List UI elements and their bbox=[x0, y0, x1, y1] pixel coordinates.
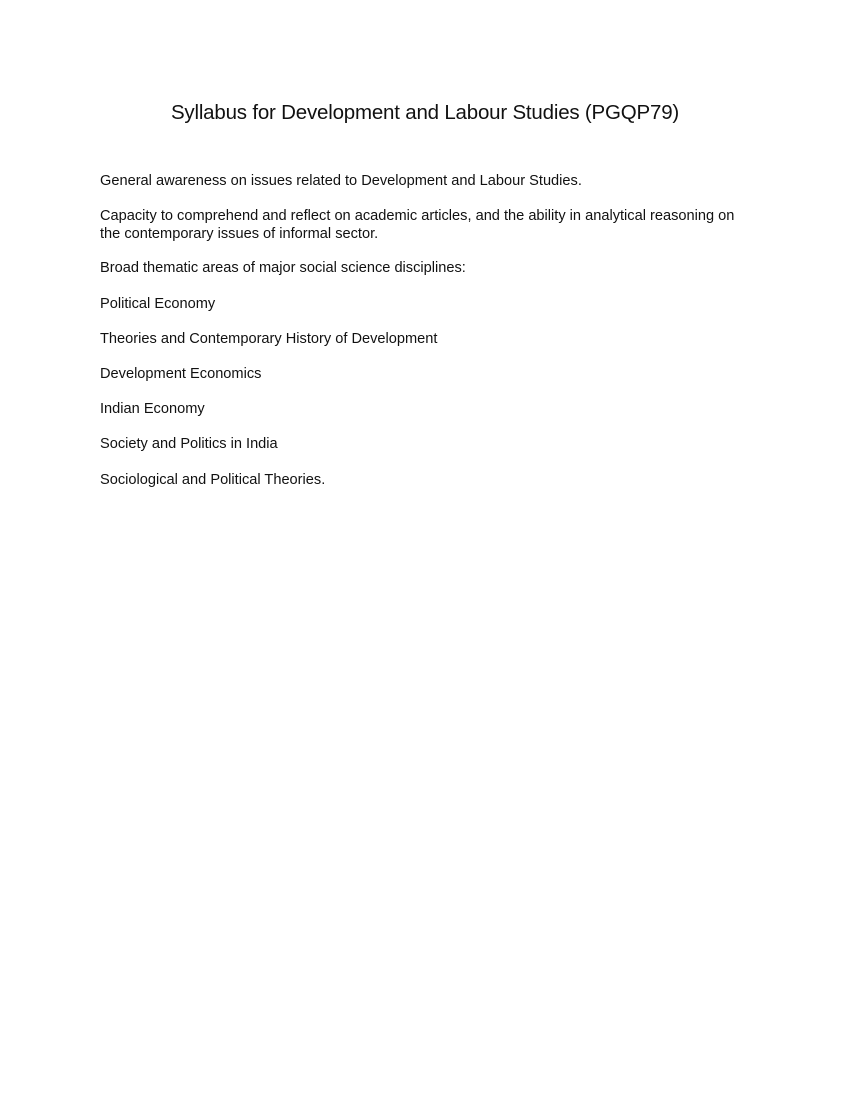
paragraph-thematic-areas: Broad thematic areas of major social science disciplines: bbox=[100, 260, 466, 276]
topic-political-economy: Political Economy bbox=[100, 296, 216, 312]
topic-development-economics: Development Economics bbox=[100, 366, 262, 382]
topic-theories-history-development: Theories and Contemporary History of Development bbox=[100, 331, 438, 347]
topic-sociological-political-theories: Sociological and Political Theories. bbox=[100, 472, 326, 488]
topic-indian-economy: Indian Economy bbox=[100, 401, 205, 417]
page-title: Syllabus for Development and Labour Studies (PGQP79) bbox=[170, 101, 680, 124]
topic-society-politics-india: Society and Politics in India bbox=[100, 436, 278, 452]
paragraph-capacity: Capacity to comprehend and reflect on academic articles, and the ability in analytical reasoning on the contemporary issues of informal sector. bbox=[100, 208, 735, 242]
paragraph-general-awareness: General awareness on issues related to Development and Labour Studies. bbox=[100, 173, 582, 189]
